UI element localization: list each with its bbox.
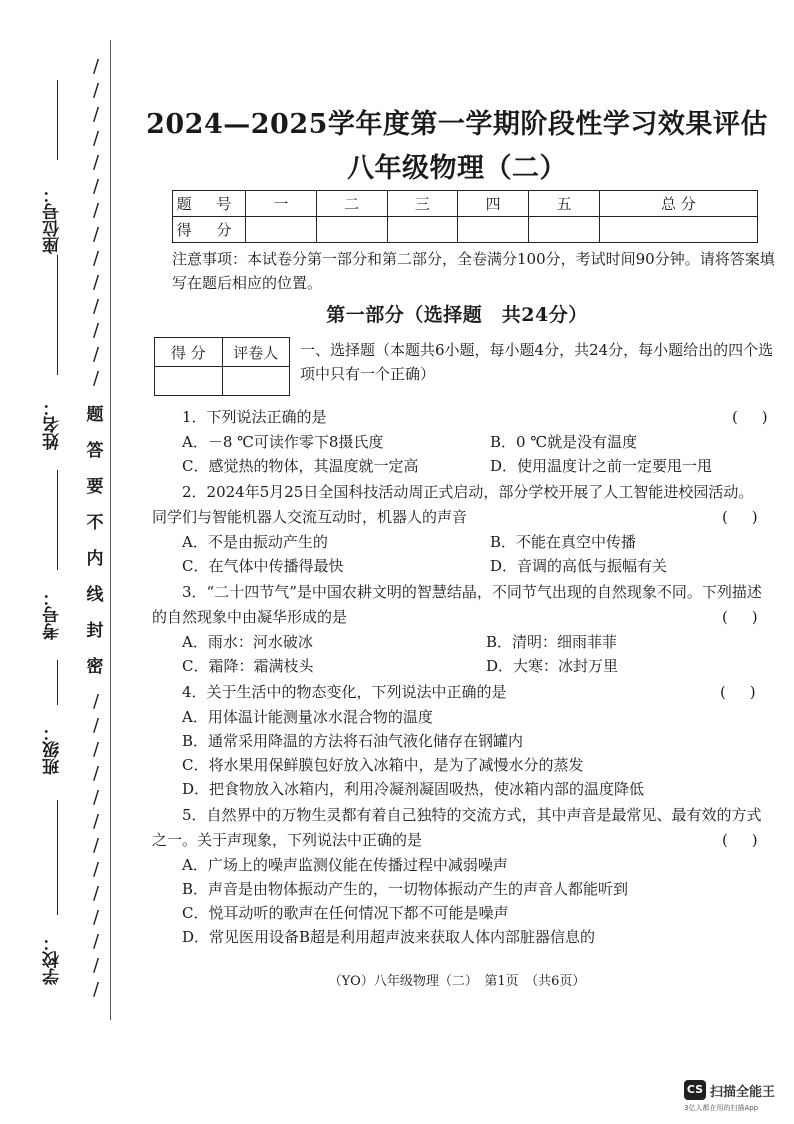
seal-char: 封 — [86, 621, 104, 641]
option-a: A．雨水：河水破冰 — [182, 633, 313, 651]
option-a: A．不是由振动产生的 — [182, 533, 328, 551]
question-stem: 1．下列说法正确的是 — [182, 408, 327, 426]
seat-blank — [57, 80, 58, 160]
grader-header: 评卷人 — [222, 338, 290, 367]
class-blank — [57, 660, 58, 705]
option-b: B．通常采用降温的方法将石油气液化储存在钢罐内 — [182, 732, 524, 750]
exam-subtitle: 八年级物理（二） — [347, 153, 567, 184]
seal-char: 题 — [86, 405, 104, 425]
option-d: D．常见医用设备B超是利用超声波来获取人体内部脏器信息的 — [182, 928, 596, 946]
grader-cell[interactable] — [222, 367, 290, 396]
school-label: 学校： — [43, 934, 63, 986]
part1-title: 第一部分（选择题 共24分） — [326, 304, 588, 326]
grader-table — [154, 337, 290, 396]
option-c: C．将水果用保鲜膜包好放入冰箱中，是为了减慢水分的蒸发 — [182, 756, 584, 774]
score-table-header: 二 — [316, 191, 387, 217]
option-c: C．在气体中传播得最快 — [182, 557, 344, 575]
option-a: A．－8 ℃可读作零下8摄氏度 — [182, 433, 384, 451]
name-blank — [57, 255, 58, 375]
score-table-header: 题 号 — [173, 191, 246, 217]
question-stem: 的自然现象中由凝华形成的是 — [152, 608, 348, 626]
score-row-label: 得 分 — [173, 217, 246, 243]
slash-column-bottom: / / / / / / / / / / / / / — [92, 691, 100, 1000]
answer-paren[interactable]: ( ) — [720, 683, 756, 701]
option-c: C．霜降：霜满枝头 — [182, 657, 314, 675]
score-cell[interactable] — [246, 217, 317, 243]
score-cell[interactable] — [458, 217, 529, 243]
option-d: D．使用温度计之前一定要甩一甩 — [490, 457, 713, 475]
score-cell[interactable] — [599, 217, 757, 243]
seal-char: 密 — [86, 657, 104, 677]
score-table — [172, 190, 758, 243]
score-table-header: 四 — [458, 191, 529, 217]
option-b: B．不能在真空中传播 — [490, 533, 637, 551]
notice-text: 注意事项：本试卷分第一部分和第二部分，全卷满分100分，考试时间90分钟。请将答案填写在题后相应的位置。 — [172, 250, 775, 292]
seal-char: 答 — [86, 441, 104, 461]
exam-no-blank — [57, 470, 58, 570]
exam-title: 2024—2025学年度第一学期阶段性学习效果评估 — [146, 109, 768, 140]
option-c: C．悦耳动听的歌声在任何情况下都不可能是噪声 — [182, 904, 509, 922]
score-table-header: 五 — [529, 191, 600, 217]
option-d: D．大寒：冰封万里 — [486, 657, 619, 675]
question-stem: 之一。关于声现象，下列说法中正确的是 — [152, 831, 423, 849]
page-footer: （YO）八年级物理（二） 第1页 （共6页） — [328, 974, 586, 989]
score-table-header: 一 — [246, 191, 317, 217]
score-cell[interactable] — [316, 217, 387, 243]
exam-no-label: 考号： — [43, 589, 63, 641]
seat-label: 座位号： — [43, 186, 63, 254]
scanner-watermark — [684, 1080, 784, 1116]
camscanner-logo-icon: CS — [684, 1080, 706, 1100]
score-cell[interactable] — [387, 217, 458, 243]
option-c: C．感觉热的物体，其温度就一定高 — [182, 457, 419, 475]
slash-column-top: / / / / / / / / / / / / / / — [92, 56, 100, 389]
question-stem: 5．自然界中的万物生灵都有着自己独特的交流方式，其中声音是最常见、最有效的方式 — [182, 806, 762, 824]
score-cell[interactable] — [529, 217, 600, 243]
option-b: B．清明：细雨菲菲 — [486, 633, 618, 651]
question-stem: 2．2024年5月25日全国科技活动周正式启动，部分学校开展了人工智能进校园活动。 — [182, 483, 754, 501]
option-d: D．把食物放入冰箱内，利用冷凝剂凝固吸热，使冰箱内部的温度降低 — [182, 780, 645, 798]
binding-fields — [40, 40, 76, 1030]
option-b: B．声音是由物体振动产生的，一切物体振动产生的声音人都能听到 — [182, 880, 629, 898]
option-b: B．0 ℃就是没有温度 — [490, 433, 638, 451]
binding-line — [110, 40, 111, 1020]
question-stem: 同学们与智能机器人交流互动时，机器人的声音 — [152, 508, 468, 526]
name-label: 姓名： — [43, 399, 63, 451]
answer-paren[interactable]: ( ) — [722, 508, 758, 526]
question-stem: 3．“二十四节气”是中国农耕文明的智慧结晶，不同节气出现的自然现象不同。下列描述 — [182, 583, 762, 601]
answer-paren[interactable]: ( ) — [732, 408, 768, 426]
score-table-header: 总 分 — [599, 191, 757, 217]
answer-paren[interactable]: ( ) — [722, 608, 758, 626]
class-label: 班级： — [43, 724, 63, 776]
option-d: D．音调的高低与振幅有关 — [490, 557, 668, 575]
watermark-tagline: 3亿人都在用的扫描App — [684, 1104, 759, 1112]
seal-char: 要 — [86, 477, 104, 497]
seal-char: 线 — [86, 585, 104, 605]
answer-paren[interactable]: ( ) — [722, 831, 758, 849]
section-intro: 一、选择题（本题共6小题，每小题4分，共24分，每小题给出的四个选项中只有一个正确） — [300, 341, 774, 383]
score-table-header: 三 — [387, 191, 458, 217]
watermark-name: 扫描全能王 — [710, 1085, 776, 1100]
seal-char: 内 — [86, 549, 104, 569]
option-a: A．广场上的噪声监测仪能在传播过程中减弱噪声 — [182, 856, 508, 874]
school-blank — [57, 800, 58, 915]
grader-cell[interactable] — [155, 367, 223, 396]
seal-char: 不 — [86, 513, 104, 533]
option-a: A．用体温计能测量冰水混合物的温度 — [182, 708, 433, 726]
grader-header: 得 分 — [155, 338, 223, 367]
question-stem: 4．关于生活中的物态变化，下列说法中正确的是 — [182, 683, 507, 701]
